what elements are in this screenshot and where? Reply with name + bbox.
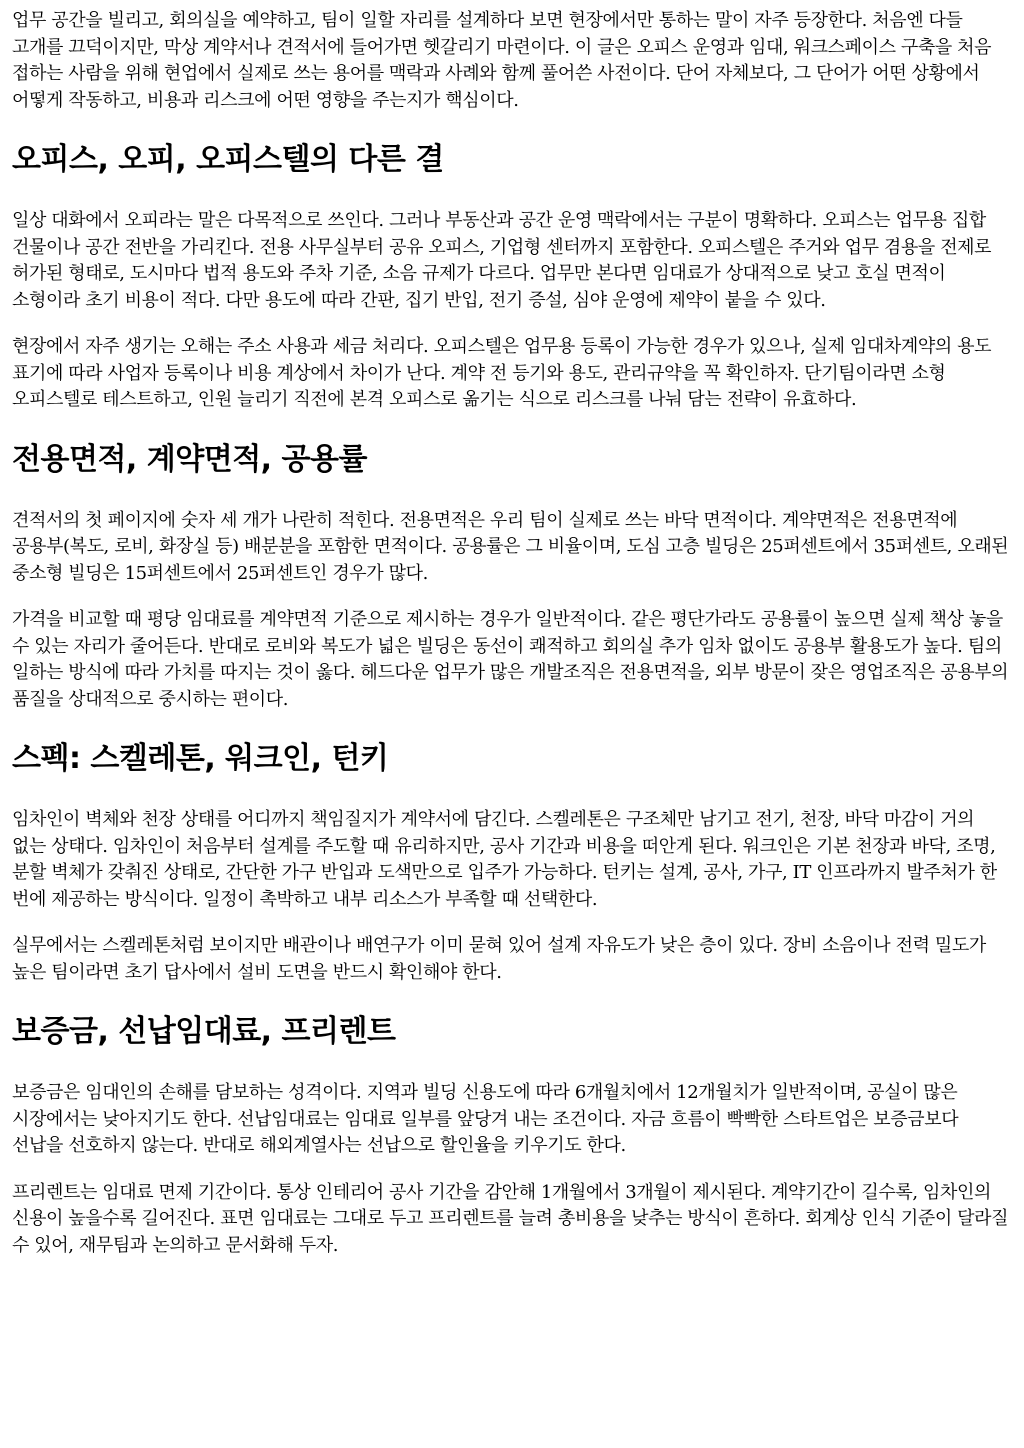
section-heading: 전용면적, 계약면적, 공용률 [12, 441, 367, 477]
section-office-types [12, 142, 1012, 414]
section-paragraph: 프리렌트는 임대료 면제 기간이다. 통상 인테리어 공사 기간을 감안해 1개월에서 3개월이 제시된다. 계약기간이 길수록, 임차인의 신용이 높을수록 길어진다. 표면 임대료는 그대로 두고 프리렌트를 늘려 총비용을 낮추는 방식이 흔하다. 회계상 인식 기준이 달라질 수 있어, 재무팀과 논의하고 문서화해 두자. [12, 1181, 1009, 1256]
section-paragraph: 견적서의 첫 페이지에 숫자 세 개가 나란히 적힌다. 전용면적은 우리 팀이 실제로 쓰는 바닥 면적이다. 계약면적은 전용면적에 공용부(복도, 로비, 화장실 등) 배분분을 포함한 면적이다. 공용률은 그 비율이며, 도심 고층 빌딩은 25퍼센트에서 35퍼센트, 오래된 중소형 빌딩은 15퍼센트에서 25퍼센트인 경우가 많다. [12, 509, 1009, 584]
section-paragraph: 일상 대화에서 오피라는 말은 다목적으로 쓰인다. 그러나 부동산과 공간 운영 맥락에서는 구분이 명확하다. 오피스는 업무용 집합 건물이나 공간 전반을 가리킨다. 전용 사무실부터 공유 오피스, 기업형 센터까지 포함한다. 오피스텔은 주거와 업무 겸용을 전제로 허가된 형태로, 도시마다 법적 용도와 주차 기준, 소음 규제가 다르다. 업무만 본다면 임대료가 상대적으로 낮고 호실 면적이 소형이라 초기 비용이 적다. 다만 용도에 따라 간판, 집기 반입, 전기 증설, 심야 운영에 제약이 붙을 수 있다. [12, 210, 992, 311]
section-spec-terms [12, 741, 1012, 986]
section-paragraph: 가격을 비교할 때 평당 임대료를 계약면적 기준으로 제시하는 경우가 일반적이다. 같은 평단가라도 공용률이 높으면 실제 책상 놓을 수 있는 자리가 줄어든다. 반대로 로비와 복도가 넓은 빌딩은 동선이 쾌적하고 회의실 추가 임차 없이도 공용부 활용도가 높다. 팀의 일하는 방식에 따라 가치를 따지는 것이 옳다. 헤드다운 업무가 많은 개발조직은 전용면적을, 외부 방문이 잦은 영업조직은 공용부의 품질을 상대적으로 중시하는 편이다. [12, 609, 1009, 710]
intro-paragraph: 업무 공간을 빌리고, 회의실을 예약하고, 팀이 일할 자리를 설계하다 보면 현장에서만 통하는 말이 자주 등장한다. 처음엔 다들 고개를 끄덕이지만, 막상 계약서나 견적서에 들어가면 헷갈리기 마련이다. 이 글은 오피스 운영과 임대, 워크스페이스 구축을 처음 접하는 사람을 위해 현업에서 실제로 쓰는 용어를 맥락과 사례와 함께 풀어쓴 사전이다. 단어 자체보다, 그 단어가 어떤 상황에서 어떻게 작동하고, 비용과 리스크에 어떤 영향을 주는지가 핵심이다. [12, 10, 992, 111]
section-paragraph: 임차인이 벽체와 천장 상태를 어디까지 책임질지가 계약서에 담긴다. 스켈레톤은 구조체만 남기고 전기, 천장, 바닥 마감이 거의 없는 상태다. 임차인이 처음부터 설계를 주도할 때 유리하지만, 공사 기간과 비용을 떠안게 된다. 워크인은 기본 천장과 바닥, 조명, 분할 벽체가 갖춰진 상태로, 간단한 가구 반입과 도색만으로 입주가 가능하다. 턴키는 설계, 공사, 가구, IT 인프라까지 발주처가 한 번에 제공하는 방식이다. 일정이 촉박하고 내부 리소스가 부족할 때 선택한다. [12, 809, 997, 910]
section-heading: 보증금, 선납임대료, 프리렌트 [12, 1014, 396, 1049]
section-paragraph: 보증금은 임대인의 손해를 담보하는 성격이다. 지역과 빌딩 신용도에 따라 6개월치에서 12개월치가 일반적이며, 공실이 많은 시장에서는 낮아지기도 한다. 선납임대료는 임대료 일부를 앞당겨 내는 조건이다. 자금 흐름이 빡빡한 스타트업은 보증금보다 선납을 선호하지 않는다. 반대로 해외계열사는 선납으로 할인율을 키우기도 한다. [12, 1082, 959, 1156]
section-paragraph: 현장에서 자주 생기는 오해는 주소 사용과 세금 처리다. 오피스텔은 업무용 등록이 가능한 경우가 있으나, 실제 임대차계약의 용도 표기에 따라 사업자 등록이나 비용 계상에서 차이가 난다. 계약 전 등기와 용도, 관리규약을 꼭 확인하자. 단기팀이라면 소형 오피스텔로 테스트하고, 인원 늘리기 직전에 본격 오피스로 옮기는 식으로 리스크를 나눠 담는 전략이 유효하다. [12, 336, 992, 410]
section-heading: 스펙: 스켈레톤, 워크인, 턴키 [12, 741, 389, 776]
section-paragraph: 실무에서는 스켈레톤처럼 보이지만 배관이나 배연구가 이미 묻혀 있어 설계 자유도가 낮은 층이 있다. 장비 소음이나 전력 밀도가 높은 팀이라면 초기 답사에서 설비 도면을 반드시 확인해야 한다. [12, 935, 986, 983]
section-deposit-terms [12, 1014, 1012, 1259]
section-area-terms [12, 442, 1012, 714]
section-heading: 오피스, 오피, 오피스텔의 다른 결 [12, 142, 444, 177]
